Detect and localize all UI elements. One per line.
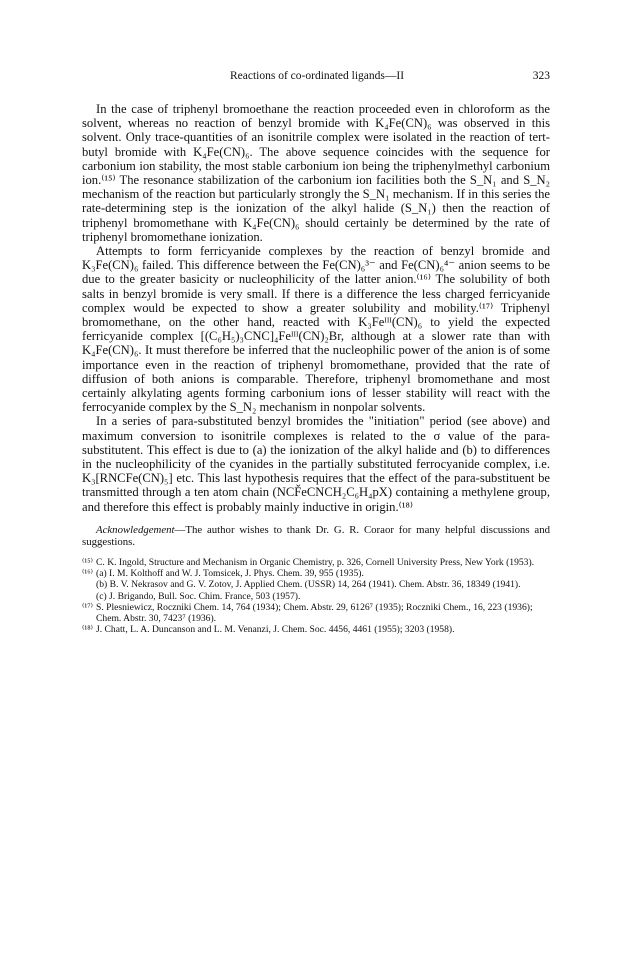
reference-16b bbox=[82, 579, 550, 590]
reference-number bbox=[82, 579, 96, 590]
reference-number bbox=[82, 591, 96, 602]
reference-number: ⁽¹⁷⁾ bbox=[82, 601, 93, 613]
reference-text: S. Plesniewicz, Roczniki Chem. 14, 764 (1934); Chem. Abstr. 29, 6126⁷ (1935); Roczniki Chem., 16, 223 (1936); Chem. Abstr. 30, 7423⁷ (1936). bbox=[96, 601, 533, 625]
journal-page bbox=[82, 70, 550, 636]
acknowledgement bbox=[82, 524, 550, 549]
running-title: Reactions of co-ordinated ligands—II bbox=[230, 70, 405, 82]
reference-18 bbox=[82, 624, 550, 635]
reference-number: ⁽¹⁵⁾ bbox=[82, 557, 93, 569]
reference-list bbox=[82, 557, 550, 635]
reference-text: C. K. Ingold, Structure and Mechanism in Organic Chemistry, p. 326, Cornell University Press, New York (1953). bbox=[96, 557, 535, 569]
reference-number: ⁽¹⁸⁾ bbox=[82, 624, 93, 636]
reference-text: (a) I. M. Kolthoff and W. J. Tomsicek, J. Phys. Chem. 39, 955 (1935). bbox=[96, 568, 364, 580]
reference-text: (c) J. Brigando, Bull. Soc. Chim. France, 503 (1957). bbox=[96, 590, 301, 602]
paragraph-2: Attempts to form ferricyanide complexes by the reaction of benzyl bromide and K₃Fe(CN)₆ failed. This difference between the Fe(CN)₆³⁻ and Fe(CN)₆⁴⁻ anion seems to be due to the greater basicity or nucleophilicity of the latter anion.⁽¹⁶⁾ The solubility of both salts in benzyl bromide is very small. If there is a difference the less charged ferricyanide complex would be expected to show a greater solubility and mobility.⁽¹⁷⁾ Triphenyl bromomethane, on the other hand, reacted with K₃Feᴵᴵᴵ(CN)₆ to yield the expected ferricyanide complex [(C₆H₅)₃CNC]₄Feᴵᴵᴵ(CN)₂Br, although at a slower rate than with K₄Fe(CN)₆. It must therefore be inferred that the nucleophilic power of the anion is of some importance even in the reaction of triphenyl bromomethane, provided that the rate of diffusion of both anions is comparable. Therefore, triphenyl bromomethane and most certainly alkylating agents forming carbonium ions of lesser stability will react with the ferrocyanide complex by the S_N₂ mechanism in nonpolar solvents. bbox=[82, 244, 550, 415]
paragraph-1: In the case of triphenyl bromoethane the reaction proceeded even in chloroform as the solvent, whereas no reaction of benzyl bromide with K₄Fe(CN)₆ was observed in this solvent. Only trace-quantities of an isonitrile complex were isolated in the reaction of tert-butyl bromide with K₄Fe(CN)₆. The above sequence coincides with the sequence for carbonium ion stability, the most stable carbonium ion being the triphenylmethyl carbonium ion.⁽¹⁵⁾ The resonance stabilization of the carbonium ion facilities both the S_N₁ and S_N₂ mechanism of the reaction but particularly strongly the S_N₁ mechanism. If in this series the rate-determining step is the ionization of the alkyl halide (S_N₁) then the reaction of triphenyl bromomethane with K₄Fe(CN)₆ should certainly be determined by the rate of triphenyl bromomethane ionization. bbox=[82, 102, 550, 244]
reference-15 bbox=[82, 557, 550, 568]
acknowledgement-text: —The author wishes to thank Dr. G. R. Coraor for many helpful discussions and suggestions. bbox=[82, 523, 550, 549]
paragraph-3: In a series of para-substituted benzyl bromides the "initiation" period (see above) and maximum conversion to isonitrile complexes is related to the σ value of the para-substitutent. This effect is due to (a) the ionization of the alkyl halide and (b) to differences in the nucleophilicity of the cyanides in the partially substituted ferrocyanide complex, i.e. K₃[RNCFe(CN)₅] etc. This last hypothesis requires that the effect of the para-substituent be transmitted through a ten atom chain (NCF̌eCNCH₂C₆H₄pX) containing a methylene group, and therefore this effect is probably mainly inductive in origin.⁽¹⁸⁾ bbox=[82, 414, 550, 514]
reference-text: (b) B. V. Nekrasov and G. V. Zotov, J. Applied Chem. (USSR) 14, 264 (1941). Chem. Abstr. 36, 18349 (1941). bbox=[96, 579, 521, 591]
reference-16a bbox=[82, 568, 550, 579]
reference-16c bbox=[82, 591, 550, 602]
acknowledgement-label: Acknowledgement bbox=[96, 523, 175, 536]
reference-text: J. Chatt, L. A. Duncanson and L. M. Venanzi, J. Chem. Soc. 4456, 4461 (1955); 3203 (1958). bbox=[96, 624, 455, 636]
reference-number: ⁽¹⁶⁾ bbox=[82, 568, 93, 580]
reference-17 bbox=[82, 602, 550, 624]
article-body bbox=[82, 102, 550, 514]
running-header bbox=[82, 70, 550, 92]
page-number: 323 bbox=[532, 70, 550, 82]
